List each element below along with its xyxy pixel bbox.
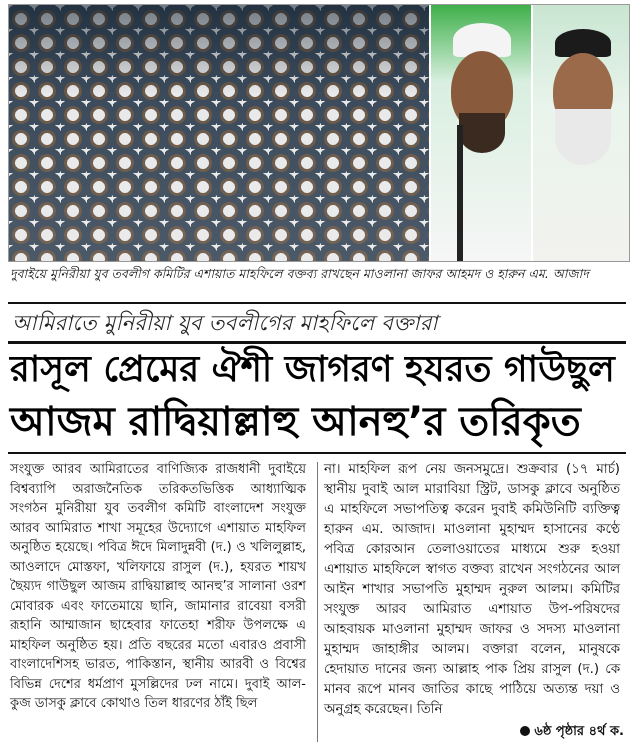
microphone-icon <box>457 125 463 261</box>
article-column-left: সংযুক্ত আরব আমিরাতের বাণিজ্যিক রাজধানী দুবাইয়ে বিশ্বব্যাপি অরাজনৈতিক তরিকতভিত্তিক আধ্যাত্মিক সংগঠন মুনিরীয়া যুব তবলীগ কমিটি বাংলাদেশ সংযুক্ত আরব আমিরাত শাখা সমূহের উদ্যোগে এশায়াত মাহফিল অনুষ্ঠিত হয়েছে। পবিত্র ঈদে মিলাদুন্নবী (দ.) ও খলিলুল্লাহ, আওলাদে মোস্তফা, খলিফায়ে রাসুল (দ.), হযরত শায়খ ছৈয়্যদ গাউছুল আজম রাদ্বিয়াল্লাহু আনহু’র সালানা ওরশ মোবারক এবং ফাতেমায়ে ছানি, জামানার রাবেয়া বসরী রূহানি আম্মাজান ছাহেবার ফাতেহা শরীফ উপলক্ষে এ মাহফিল অনুষ্ঠিত হয়। প্রতি বছরের মতো এবারও প্রবাসী বাংলাদেশিসহ ভারত, পাকিস্তান, স্থানীয় আরবী ও বিশ্বের বিভিন্ন দেশের ধর্মপ্রাণ মুসল্লিদের ঢল নামে। দুবাই আল-কুজ ডাসকু ক্লাবে কোথাও তিল ধারণের ঠাঁই ছিল <box>10 462 306 711</box>
photo-shade <box>9 5 429 261</box>
news-photo <box>8 4 630 262</box>
speaker-photo-right <box>531 5 630 261</box>
continuation-note <box>520 722 624 743</box>
continuation-text: ৬ষ্ঠ পৃষ্ঠার ৪র্থ ক. <box>534 724 624 739</box>
article-column-right: না। মাহফিল রূপ নেয় জনসমুদ্রে। শুক্রবার (১৭ মার্চ) স্থানীয় দুবাই আল মারাবিয়া স্ট্রিট, ডাসকু ক্লাবে অনুষ্ঠিত এ মাহফিলে সভাপতিত্ব করেন দুবাই কমিউনিটি ব্যক্তিত্ব হারুন এম. আজাদ। মাওলানা মুহাম্মদ হাসানের কণ্ঠে পবিত্র কোরআন তেলাওয়াতের মাধ্যমে শুরু হওয়া এশায়াত মাহফিলে স্বাগত বক্তব্য রাখেন সংগঠনের আল আইন শাখার সভাপতি মুহাম্মদ নুরুল আলম। কমিটির সংযুক্ত আরব আমিরাত এশায়াত উপ-পরিষদের আহবায়ক মাওলানা মুহাম্মদ জাফর ও সদস্য মাওলানা মুহাম্মদ জাহাঙ্গীর আলম। বক্তারা বলেন, মানুষকে হেদায়াত দানের জন্য আল্লাহ পাক প্রিয় রাসুল (দ.) কে মানব রূপে মানব জাতির কাছে পাঠিয়ে অত্যন্ত দয়া ও অনুগ্রহ করেছেন। তিনি <box>324 462 620 717</box>
bullet-icon <box>520 726 530 736</box>
column-divider <box>317 462 318 742</box>
divider <box>8 302 626 304</box>
speaker-photo-left <box>429 5 531 261</box>
headline-line-1: রাসূল প্রেমের ঐশী জাগরণ হযরত গাউছুল <box>10 349 615 390</box>
divider <box>8 341 626 344</box>
beard <box>555 109 611 165</box>
photo-caption: দুবাইয়ে মুনিরীয়া যুব তবলীগ কমিটির এশায়াত মাহফিলে বক্তব্য রাখছেন মাওলানা জাফর আহমদ ও হারুন এম. আজাদ <box>10 266 589 281</box>
divider <box>8 452 626 454</box>
beard <box>459 113 505 153</box>
kicker: আমিরাতে মুনিরীয়া যুব তবলীগের মাহফিলে বক্তারা <box>12 311 438 335</box>
headline-line-2: আজম রাদ্বিয়াল্লাহু আনহু’র তরিকৃত <box>10 399 581 445</box>
